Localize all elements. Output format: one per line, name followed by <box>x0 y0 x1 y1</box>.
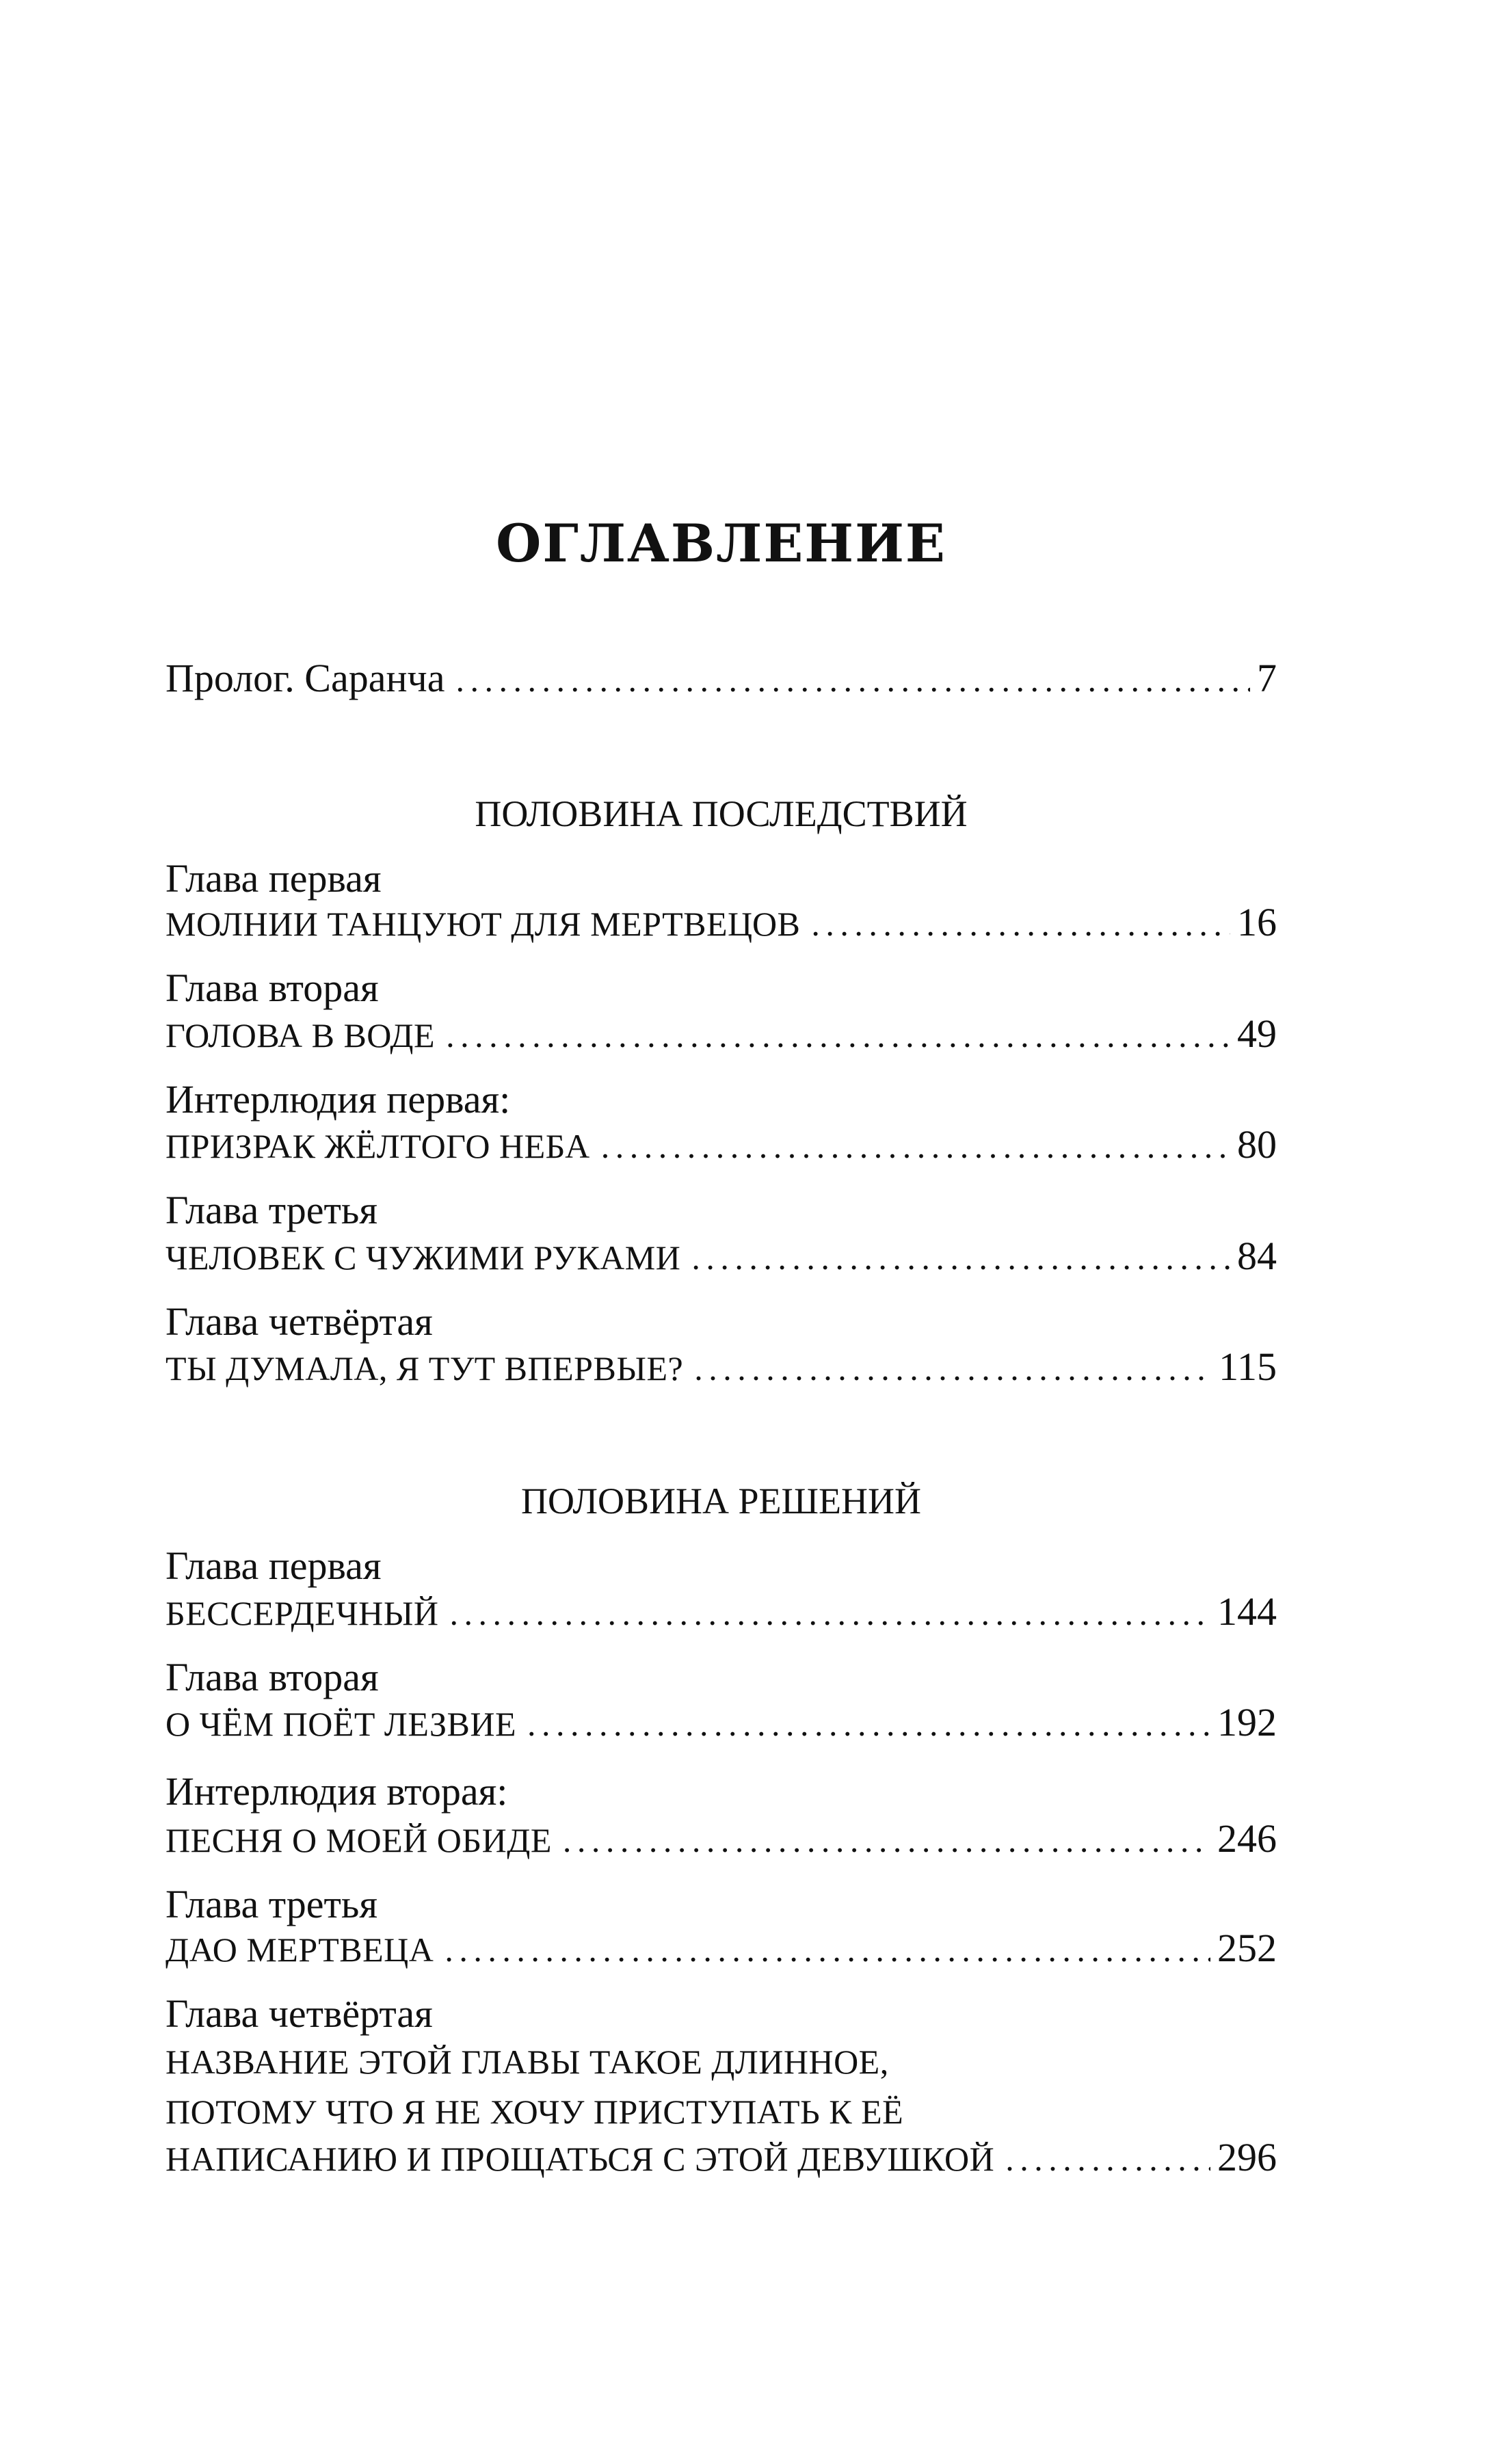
toc-entry[interactable] <box>165 899 1277 954</box>
toc-entry[interactable] <box>165 1011 1277 1065</box>
page-number: 192 <box>1217 1700 1277 1744</box>
chapter-label: Глава третья <box>165 1188 377 1232</box>
dot-leader <box>445 1930 1210 1969</box>
toc-title: ОГЛАВЛЕНИЕ <box>496 513 946 574</box>
page-number: 115 <box>1219 1344 1277 1389</box>
entry-title: ТЫ ДУМАЛА, Я ТУТ ВПЕРВЫЕ? <box>165 1349 684 1388</box>
entry-title: БЕССЕРДЕЧНЫЙ <box>165 1594 439 1632</box>
chapter-label: Глава четвёртая <box>165 1299 433 1344</box>
toc-entry[interactable] <box>165 1233 1277 1288</box>
chapter-label: Интерлюдия вторая: <box>165 1769 508 1814</box>
entry-title: ПРИЗРАК ЖЁЛТОГО НЕБА <box>165 1127 590 1165</box>
dot-leader <box>601 1126 1230 1166</box>
page-number: 84 <box>1237 1234 1277 1278</box>
entry-title-line: ПОТОМУ ЧТО Я НЕ ХОЧУ ПРИСТУПАТЬ К ЕЁ <box>165 2093 904 2131</box>
dot-leader <box>563 1820 1210 1860</box>
dot-leader <box>691 1238 1230 1277</box>
toc-entry[interactable] <box>165 1699 1277 1754</box>
entry-title: НАПИСАНИЮ И ПРОЩАТЬСЯ С ЭТОЙ ДЕВУШКОЙ <box>165 2140 995 2178</box>
chapter-label: Глава первая <box>165 856 382 901</box>
chapter-label: Глава третья <box>165 1882 377 1926</box>
dot-leader <box>1005 2139 1210 2179</box>
part-heading: ПОЛОВИНА РЕШЕНИЙ <box>521 1481 921 1522</box>
chapter-label: Интерлюдия первая: <box>165 1077 511 1122</box>
page-number: 7 <box>1257 656 1277 700</box>
toc-entry[interactable] <box>165 2134 1277 2189</box>
toc-entry[interactable] <box>165 1344 1277 1398</box>
toc-entry[interactable] <box>165 1589 1277 1643</box>
toc-page <box>165 0 1277 2442</box>
entry-title: ПЕСНЯ О МОЕЙ ОБИДЕ <box>165 1821 552 1859</box>
entry-title: ЧЕЛОВЕК С ЧУЖИМИ РУКАМИ <box>165 1238 681 1277</box>
toc-entry[interactable] <box>165 1925 1277 1980</box>
entry-title: ДАО МЕРТВЕЦА <box>165 1930 434 1969</box>
chapter-label: Глава вторая <box>165 966 379 1010</box>
dot-leader <box>527 1704 1210 1744</box>
toc-entry[interactable] <box>165 1122 1277 1176</box>
dot-leader <box>455 660 1250 700</box>
dot-leader <box>446 1016 1230 1055</box>
entry-title: ГОЛОВА В ВОДЕ <box>165 1016 436 1054</box>
page-number: 144 <box>1217 1589 1277 1634</box>
toc-entry-prologue[interactable] <box>165 655 1277 710</box>
page-number: 80 <box>1237 1122 1277 1167</box>
entry-title: МОЛНИИ ТАНЦУЮТ ДЛЯ МЕРТВЕЦОВ <box>165 905 801 943</box>
dot-leader <box>811 904 1230 944</box>
entry-title: Пролог. Саранча <box>165 656 445 700</box>
entry-title: О ЧЁМ ПОЁТ ЛЕЗВИЕ <box>165 1705 517 1743</box>
chapter-label: Глава четвёртая <box>165 1991 433 2036</box>
page-number: 49 <box>1237 1011 1277 1056</box>
dot-leader <box>694 1349 1212 1388</box>
entry-title-line: НАЗВАНИЕ ЭТОЙ ГЛАВЫ ТАКОЕ ДЛИННОЕ, <box>165 2043 889 2081</box>
chapter-label: Глава первая <box>165 1543 382 1588</box>
page-number: 246 <box>1217 1816 1277 1861</box>
page-number: 252 <box>1217 1926 1277 1970</box>
dot-leader <box>450 1593 1210 1633</box>
page-number: 16 <box>1237 900 1277 944</box>
page-number: 296 <box>1217 2135 1277 2179</box>
part-heading: ПОЛОВИНА ПОСЛЕДСТВИЙ <box>475 793 968 834</box>
chapter-label: Глава вторая <box>165 1655 379 1699</box>
toc-entry[interactable] <box>165 1816 1277 1870</box>
